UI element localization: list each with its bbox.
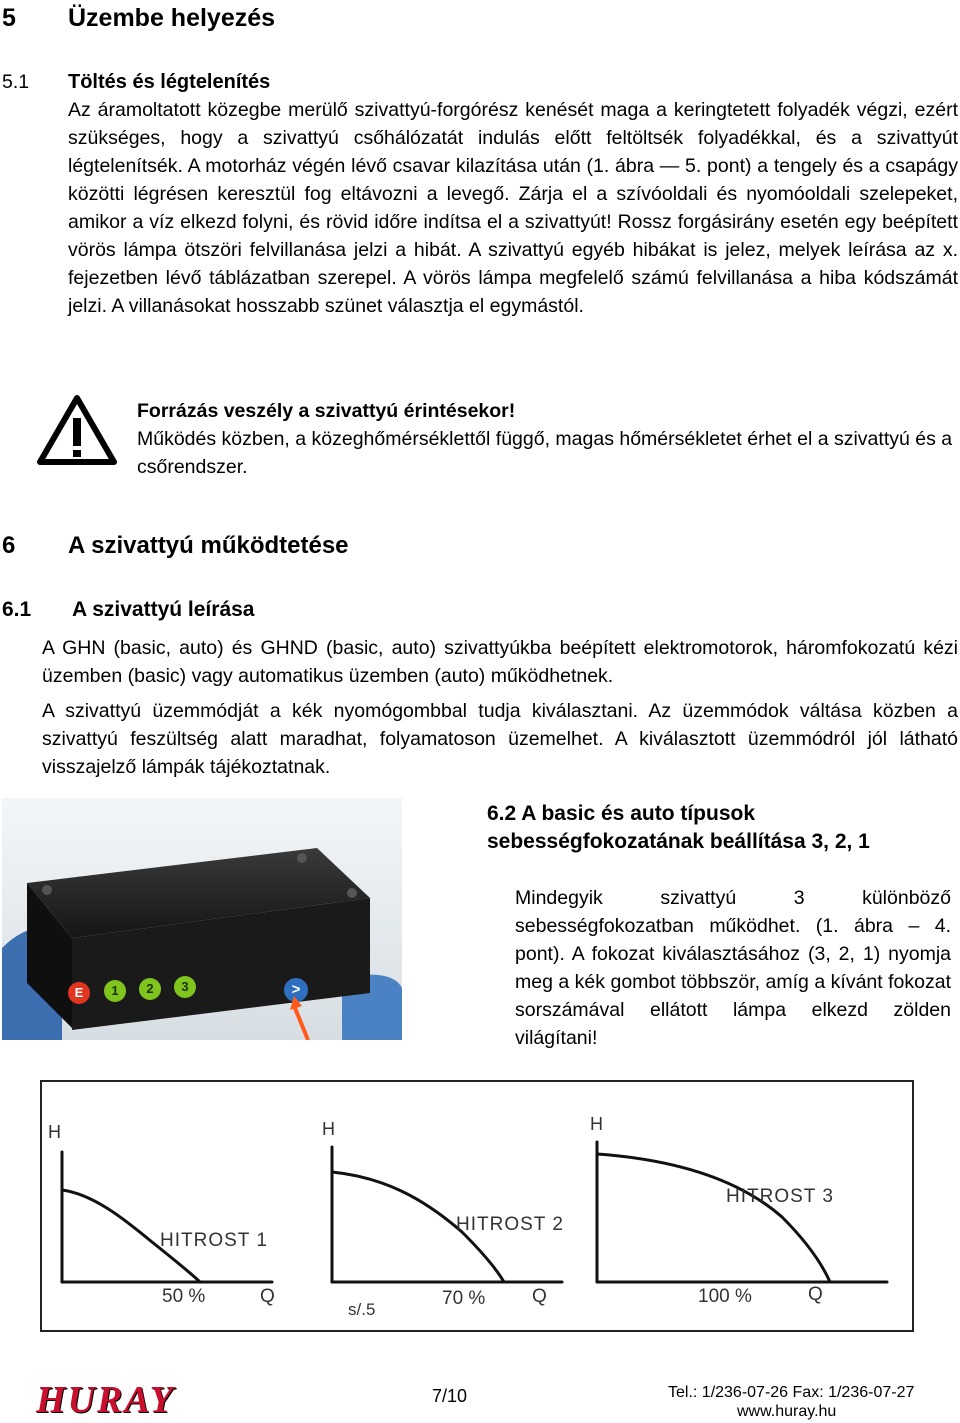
subsection-6-2-title-line2: sebességfokozatának beállítása 3, 2, 1 <box>487 830 870 853</box>
led-speed-1: 1 <box>104 980 126 1002</box>
huray-logo <box>36 1380 246 1420</box>
graph-2-q-label: Q <box>532 1286 547 1307</box>
led-error: E <box>68 982 90 1004</box>
subsection-6-1-heading <box>2 598 254 622</box>
subsection-6-2-title-line1: 6.2 A basic és auto típusok <box>487 802 756 825</box>
graph-3-percent: 100 % <box>698 1286 752 1307</box>
graph-1-curve-label: HITROST 1 <box>160 1230 268 1251</box>
subsection-6-2-text: Mindegyik szivattyú 3 különböző sebességfokozatban működhet. (1. ábra – 4. pont). A fokozat kiválasztásához (3, 2, 1) nyomja meg a kék gombot többször, amíg a kívánt fokozat sorszámával ellátott lámpa elkezd zölden világítani! <box>515 887 951 1049</box>
section-6-title: A szivattyú működtetése <box>68 532 349 559</box>
led-speed-2: 2 <box>139 978 161 1000</box>
section-6-heading <box>2 532 349 560</box>
graph-1-h-label: H <box>48 1122 61 1142</box>
warning-title: Forrázás veszély a szivattyú érintésekor! <box>137 400 516 422</box>
subsection-6-1-p2: A szivattyú üzemmódját a kék nyomógombbal tudja kiválasztani. Az üzemmódok váltása közben a szivattyú feszültség alatt maradhat, folyamatoson üzemelhet. A kiválasztott üzemmódról jól látható visszajelző lámpák tájékoztatnak. <box>42 700 958 778</box>
graph-2-h-label: H <box>322 1119 335 1139</box>
footer-phone-fax: Tel.: 1/236-07-26 Fax: 1/236-07-27 <box>668 1384 915 1401</box>
graph-2-extra-label: s/.5 <box>348 1300 376 1319</box>
graph-3-h-label: H <box>590 1114 603 1134</box>
graph-1-percent: 50 % <box>162 1286 206 1307</box>
section-5-heading <box>2 4 275 33</box>
subsection-5-1-heading <box>2 68 942 96</box>
subsection-5-1-paragraph: Az áramoltatott közegbe merülő szivattyú-forgórész kenését maga a keringtetett folyadék végzi, ezért szükséges, hogy a szivattyú csőhálózatát indulás előtt feltöltsék folyadékkal, és a szivattyút légtelenítsék. A motorház végén lévő csavar kilazítása után (1. ábra — 5. pont) a tengely és a csapágy közötti légrésen keresztül fog eltávozni a levegő. Zárja el a szívóoldali és nyomóoldali szelepeket, amikor a víz elkezd folyni, és rövid időre indítsa el a szivattyút! Rossz forgásirány esetén egy beépített vörös lámpa ötszöri felvillanása jelzi a hibát. A szivattyú egyéb hibákat is jelez, melyek leírása az x. fejezetben lévő táblázatban szerepel. A vörös lámpa megfelelő számú felvillanása a hiba kódszámát jelzi. A villanásokat hosszabb szünet választja el egymástól. <box>68 99 958 317</box>
graph-1-q-label: Q <box>260 1286 275 1307</box>
subsection-6-1-title: A szivattyú leírása <box>72 598 255 621</box>
warning-block <box>137 397 957 481</box>
arrow-up-icon <box>286 996 316 1040</box>
blue-mode-button: > <box>284 978 308 1002</box>
subsection-6-2-heading <box>487 800 870 856</box>
control-panel-photo <box>2 798 402 1040</box>
graph-2-percent: 70 % <box>442 1288 486 1309</box>
footer-website: www.huray.hu <box>737 1403 837 1420</box>
subsection-5-1-title: Töltés és légtelenítés <box>68 71 271 93</box>
huray-logo-text: HURAY <box>36 1379 175 1421</box>
graph-3-curve-label: HITROST 3 <box>726 1186 834 1207</box>
graph-2-curve-label: HITROST 2 <box>456 1214 564 1235</box>
subsection-5-1-number: 5.1 <box>2 71 30 93</box>
warning-text: Működés közben, a közeghőmérséklettől függő, magas hőmérsékletet érhet el a szivattyú és a csőrendszer. <box>137 428 953 478</box>
page-number: 7/10 <box>432 1386 468 1406</box>
led-speed-3: 3 <box>174 976 196 998</box>
section-5-title: Üzembe helyezés <box>68 4 276 32</box>
graph-3-q-label: Q <box>808 1284 823 1305</box>
subsection-6-1-p1: A GHN (basic, auto) és GHND (basic, auto) szivattyúkba beépített elektromotorok, háromfokozatú kézi üzemben (basic) vagy automatikus üzemben (auto) működhetnek. <box>42 637 958 687</box>
section-5-number: 5 <box>2 4 16 32</box>
section-6-number: 6 <box>2 532 16 559</box>
subsection-6-1-number: 6.1 <box>2 598 32 621</box>
speed-curves-figure <box>40 1080 914 1332</box>
warning-icon <box>36 394 118 466</box>
